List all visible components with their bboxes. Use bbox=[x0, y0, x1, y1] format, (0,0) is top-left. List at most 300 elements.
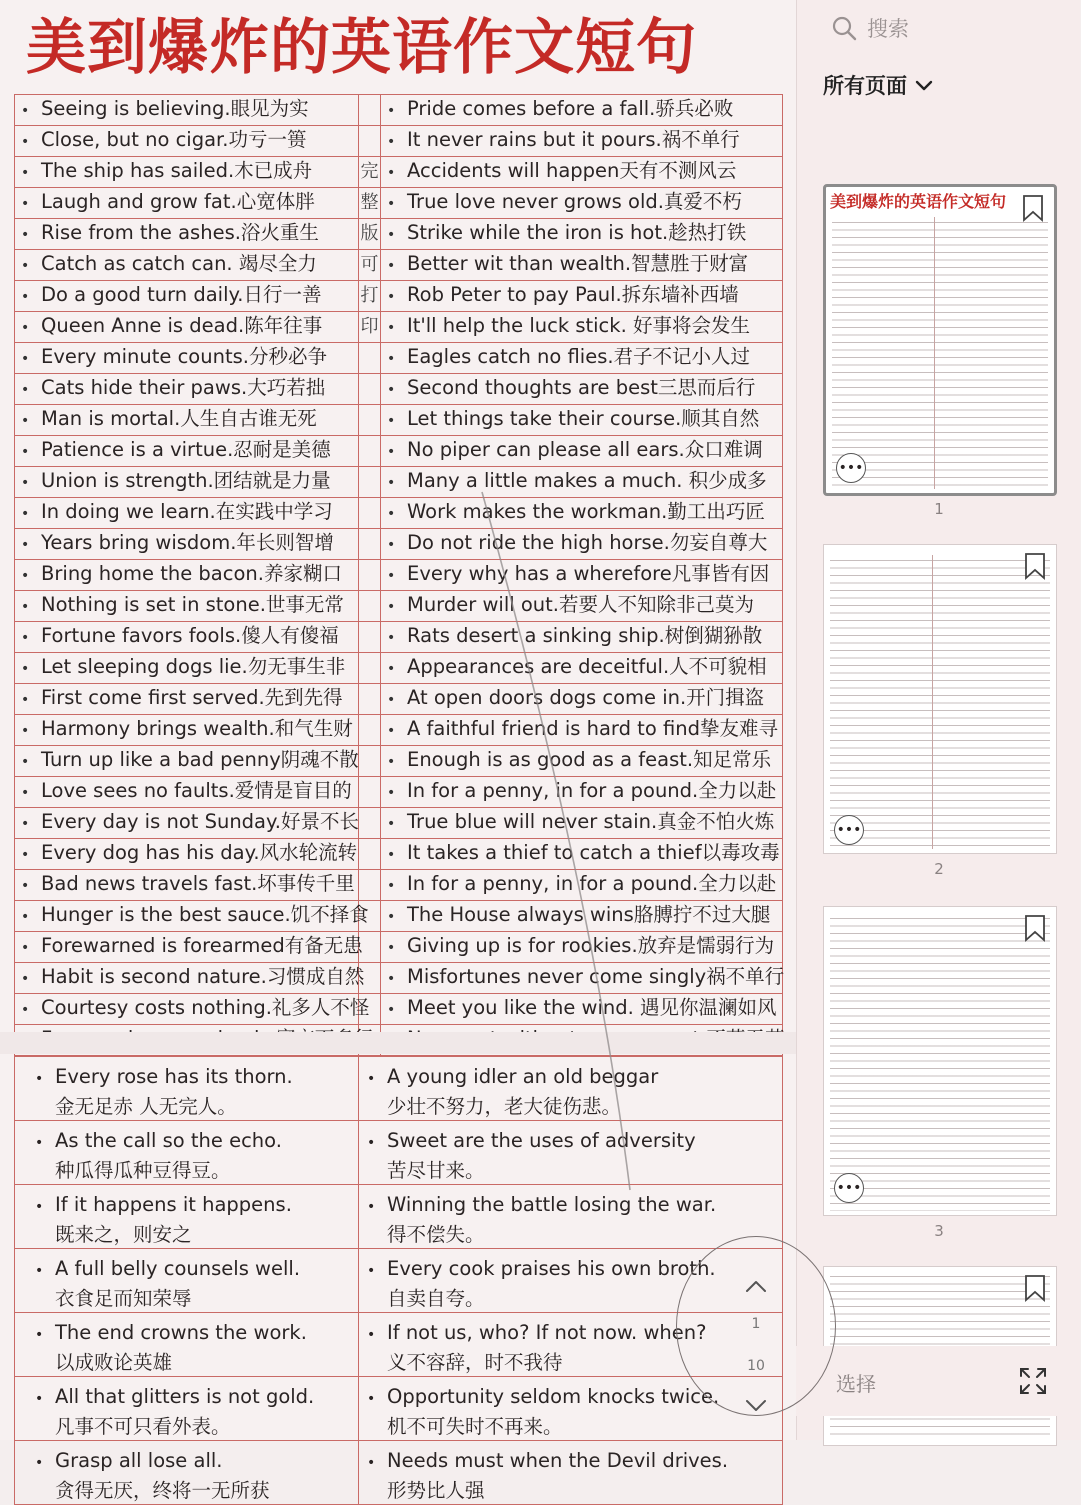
phrase-cell bbox=[381, 839, 783, 870]
side-note-cell: 印 bbox=[359, 312, 381, 343]
phrase-text: Every minute counts.分秒必争 bbox=[41, 345, 327, 368]
chevron-up-icon[interactable] bbox=[744, 1276, 768, 1296]
table-row bbox=[15, 219, 783, 250]
table-row bbox=[15, 684, 783, 715]
side-note-cell bbox=[359, 467, 381, 498]
phrase-cell bbox=[15, 188, 359, 219]
chinese-translation: 少壮不努力，老大徒伤悲。 bbox=[387, 1095, 622, 1118]
bullet: • bbox=[21, 134, 30, 150]
table-row bbox=[15, 963, 783, 994]
phrase-text: In doing we learn.在实践中学习 bbox=[41, 500, 333, 523]
page-number-1: 1 bbox=[934, 500, 944, 518]
side-note-cell bbox=[359, 653, 381, 684]
side-note-cell bbox=[359, 808, 381, 839]
phrase-cell bbox=[15, 312, 359, 343]
bullet: • bbox=[387, 413, 396, 429]
phrase-cell bbox=[381, 498, 783, 529]
phrase-cell bbox=[381, 808, 783, 839]
phrase-text: True blue will never stain.真金不怕火炼 bbox=[407, 810, 775, 833]
english-phrase: • The end crowns the work. bbox=[41, 1319, 358, 1349]
side-note-cell bbox=[359, 343, 381, 374]
bullet: • bbox=[21, 103, 30, 119]
page-thumbnail-3[interactable] bbox=[823, 906, 1057, 1216]
phrase-text: Years bring wisdom.年长则智增 bbox=[41, 531, 334, 554]
phrase-text: Laugh and grow fat.心宽体胖 bbox=[41, 190, 315, 213]
phrase-text: Meet you like the wind. 遇见你温澜如风 bbox=[407, 996, 777, 1019]
phrase-cell bbox=[15, 157, 359, 188]
phrase-text: Let things take their course.顺其自然 bbox=[407, 407, 760, 430]
bullet: • bbox=[387, 258, 396, 274]
phrase-text: A faithful friend is hard to find挚友难寻 bbox=[407, 717, 778, 740]
phrase-table bbox=[14, 94, 783, 1056]
bullet: • bbox=[387, 165, 396, 181]
phrase-cell bbox=[15, 1441, 359, 1505]
phrase-cell bbox=[15, 219, 359, 250]
chevron-down-icon[interactable] bbox=[744, 1396, 768, 1416]
side-note-cell bbox=[359, 746, 381, 777]
phrase-text: Rob Peter to pay Paul.拆东墙补西墙 bbox=[407, 283, 739, 306]
phrase-text: Pride comes before a fall.骄兵必败 bbox=[407, 97, 734, 120]
phrase-text: Harmony brings wealth.和气生财 bbox=[41, 717, 353, 740]
table-row bbox=[15, 746, 783, 777]
chinese-translation: 凡事不可只看外表。 bbox=[55, 1415, 231, 1438]
bookmark-icon[interactable] bbox=[1022, 195, 1044, 221]
english-phrase: • As the call so the echo. bbox=[41, 1127, 358, 1157]
bookmark-icon[interactable] bbox=[1024, 1275, 1046, 1301]
phrase-cell bbox=[381, 374, 783, 405]
bullet: • bbox=[387, 816, 396, 832]
phrase-text: Appearances are deceitful.人不可貌相 bbox=[407, 655, 767, 678]
english-phrase: • Grasp all lose all. bbox=[41, 1447, 358, 1477]
phrase-cell bbox=[15, 560, 359, 591]
phrase-text: Giving up is for rookies.放弃是懦弱行为 bbox=[407, 934, 775, 957]
phrase-cell bbox=[381, 157, 783, 188]
english-phrase: • A young idler an old beggar bbox=[373, 1063, 782, 1093]
phrase-cell bbox=[359, 1057, 783, 1121]
table-row bbox=[15, 560, 783, 591]
table-row bbox=[15, 994, 783, 1025]
side-note-cell bbox=[359, 715, 381, 746]
phrase-text: At open doors dogs come in.开门揖盗 bbox=[407, 686, 765, 709]
bullet: • bbox=[21, 1002, 30, 1018]
phrase-cell bbox=[381, 219, 783, 250]
bullet: • bbox=[387, 1002, 396, 1018]
bullet: • bbox=[21, 754, 30, 770]
bookmark-icon[interactable] bbox=[1024, 915, 1046, 941]
phrase-cell bbox=[381, 312, 783, 343]
english-phrase: • Every rose has its thorn. bbox=[41, 1063, 358, 1093]
bullet: • bbox=[387, 196, 396, 212]
side-note-cell bbox=[359, 591, 381, 622]
phrase-text: Murder will out.若要人不知除非己莫为 bbox=[407, 593, 754, 616]
phrase-text: Do a good turn daily.日行一善 bbox=[41, 283, 322, 306]
phrase-cell bbox=[15, 126, 359, 157]
phrase-text: Turn up like a bad penny阴魂不散 bbox=[41, 748, 359, 771]
phrase-text: Second thoughts are best三思而后行 bbox=[407, 376, 756, 399]
phrase-cell bbox=[381, 591, 783, 622]
phrase-cell bbox=[381, 281, 783, 312]
side-note-cell bbox=[359, 777, 381, 808]
side-note-cell bbox=[359, 374, 381, 405]
bullet: • bbox=[387, 351, 396, 367]
bullet: • bbox=[387, 289, 396, 305]
side-note-cell bbox=[359, 839, 381, 870]
bullet: • bbox=[387, 382, 396, 398]
search-box[interactable] bbox=[831, 12, 909, 44]
thumbnail-title: 美到爆炸的英语作文短句 bbox=[830, 192, 1007, 211]
table-row bbox=[15, 157, 783, 188]
page-sidebar bbox=[796, 0, 1080, 1440]
table-row bbox=[15, 839, 783, 870]
phrase-cell bbox=[15, 963, 365, 994]
bullet: • bbox=[387, 599, 396, 615]
side-note-cell: 完 bbox=[359, 157, 381, 188]
chinese-translation: 苦尽甘来。 bbox=[387, 1159, 485, 1182]
more-icon[interactable]: ••• bbox=[834, 1173, 864, 1203]
phrase-text: Cats hide their paws.大巧若拙 bbox=[41, 376, 326, 399]
phrase-cell bbox=[359, 1185, 783, 1249]
page-divider bbox=[0, 1032, 796, 1054]
side-note-cell: 可 bbox=[359, 250, 381, 281]
sidebar-bottom-bar bbox=[796, 1346, 1080, 1416]
table-row bbox=[15, 591, 783, 622]
phrase-cell bbox=[15, 467, 359, 498]
phrase-cell bbox=[15, 95, 359, 126]
chinese-translation: 种瓜得瓜种豆得豆。 bbox=[55, 1159, 231, 1182]
bullet: • bbox=[387, 878, 396, 894]
phrase-text: Enough is as good as a feast.知足常乐 bbox=[407, 748, 772, 771]
phrase-text: Bring home the bacon.养家糊口 bbox=[41, 562, 342, 585]
phrase-cell bbox=[15, 436, 359, 467]
phrase-text: Do not ride the high horse.勿妄自尊大 bbox=[407, 531, 768, 554]
phrase-text: Bad news travels fast.坏事传千里 bbox=[41, 872, 355, 895]
bullet: • bbox=[21, 165, 30, 181]
phrase-cell bbox=[15, 994, 370, 1025]
phrase-text: Queen Anne is dead.陈年往事 bbox=[41, 314, 323, 337]
english-phrase: • If it happens it happens. bbox=[41, 1191, 358, 1221]
thumbnail-content bbox=[830, 913, 1050, 1211]
bullet: • bbox=[387, 723, 396, 739]
bullet: • bbox=[387, 630, 396, 646]
phrase-text: Hunger is the best sauce.饥不择食 bbox=[41, 903, 369, 926]
table-row bbox=[15, 436, 783, 467]
phrase-cell bbox=[15, 622, 359, 653]
bullet: • bbox=[387, 785, 396, 801]
bullet: • bbox=[21, 816, 30, 832]
phrase-text: Fortune favors fools.傻人有傻福 bbox=[41, 624, 339, 647]
phrase-cell bbox=[15, 498, 359, 529]
phrase-cell bbox=[381, 963, 783, 994]
chinese-translation: 义不容辞，时不我待 bbox=[387, 1351, 563, 1374]
bullet: • bbox=[21, 599, 30, 615]
table-row bbox=[15, 1121, 783, 1185]
phrase-cell bbox=[381, 95, 783, 126]
phrase-text: Better wit than wealth.智慧胜于财富 bbox=[407, 252, 749, 275]
phrase-cell bbox=[15, 1057, 359, 1121]
bullet: • bbox=[21, 847, 30, 863]
phrase-cell bbox=[359, 1441, 783, 1505]
phrase-text: The House always wins胳膊拧不过大腿 bbox=[407, 903, 771, 926]
english-phrase: • Opportunity seldom knocks twice. bbox=[373, 1383, 782, 1413]
phrase-text: Man is mortal.人生自古谁无死 bbox=[41, 407, 317, 430]
bullet: • bbox=[387, 506, 396, 522]
bullet: • bbox=[21, 475, 30, 491]
phrase-cell bbox=[359, 1121, 783, 1185]
table-row bbox=[15, 529, 783, 560]
table-row bbox=[15, 1057, 783, 1121]
table-row bbox=[15, 1249, 783, 1313]
phrase-text: Every day is not Sunday.好景不长 bbox=[41, 810, 359, 833]
bullet: • bbox=[387, 661, 396, 677]
bullet: • bbox=[387, 568, 396, 584]
phrase-cell bbox=[15, 653, 359, 684]
bullet: • bbox=[387, 909, 396, 925]
table-row bbox=[15, 126, 783, 157]
side-note-cell bbox=[359, 436, 381, 467]
english-phrase: • A full belly counsels well. bbox=[41, 1255, 358, 1285]
bullet: • bbox=[21, 661, 30, 677]
side-note-cell bbox=[359, 870, 381, 901]
side-note-cell bbox=[359, 560, 381, 591]
phrase-cell bbox=[15, 1377, 359, 1441]
side-note-cell bbox=[359, 684, 381, 715]
page-thumbnail-2[interactable] bbox=[823, 544, 1057, 854]
chinese-translation: 机不可失时不再来。 bbox=[387, 1415, 563, 1438]
bullet: • bbox=[387, 103, 396, 119]
side-note-cell bbox=[359, 498, 381, 529]
english-phrase: • All that glitters is not gold. bbox=[41, 1383, 358, 1413]
english-phrase: • Every cook praises his own broth. bbox=[373, 1255, 782, 1285]
bullet: • bbox=[21, 227, 30, 243]
table-row bbox=[15, 808, 783, 839]
phrase-text: It takes a thief to catch a thief以毒攻毒 bbox=[407, 841, 780, 864]
phrase-cell bbox=[381, 343, 783, 374]
phrase-cell bbox=[381, 932, 783, 963]
table-row bbox=[15, 715, 783, 746]
phrase-cell bbox=[381, 250, 783, 281]
bullet: • bbox=[21, 568, 30, 584]
phrase-cell bbox=[381, 901, 783, 932]
phrase-cell bbox=[381, 870, 783, 901]
bullet: • bbox=[387, 444, 396, 460]
table-row bbox=[15, 250, 783, 281]
phrase-cell bbox=[15, 839, 359, 870]
bullet: • bbox=[21, 258, 30, 274]
phrase-cell bbox=[381, 653, 783, 684]
english-phrase: • Needs must when the Devil drives. bbox=[373, 1447, 782, 1477]
phrase-text: Rise from the ashes.浴火重生 bbox=[41, 221, 319, 244]
side-note-cell: 版 bbox=[359, 219, 381, 250]
phrase-cell bbox=[15, 405, 359, 436]
phrase-text: It never rains but it pours.祸不单行 bbox=[407, 128, 740, 151]
expand-icon[interactable] bbox=[1018, 1366, 1048, 1396]
phrase-cell bbox=[15, 870, 359, 901]
phrase-cell bbox=[15, 746, 359, 777]
bookmark-icon[interactable] bbox=[1024, 553, 1046, 579]
phrase-cell bbox=[381, 622, 783, 653]
bullet: • bbox=[21, 382, 30, 398]
bullet: • bbox=[387, 320, 396, 336]
chinese-translation: 贪得无厌，终将一无所获 bbox=[55, 1479, 270, 1502]
chinese-translation: 形势比人强 bbox=[387, 1479, 485, 1502]
select-button[interactable]: 选择 bbox=[836, 1372, 876, 1396]
bullet: • bbox=[21, 537, 30, 553]
bullet: • bbox=[387, 134, 396, 150]
search-icon bbox=[831, 15, 857, 41]
phrase-cell bbox=[15, 901, 369, 932]
phrase-cell bbox=[381, 436, 783, 467]
phrase-cell bbox=[15, 250, 359, 281]
phrase-cell bbox=[15, 715, 359, 746]
current-page: 1 bbox=[751, 1316, 761, 1332]
phrase-text: In for a penny, in for a pound.全力以赴 bbox=[407, 779, 777, 802]
table-row bbox=[15, 498, 783, 529]
bullet: • bbox=[387, 475, 396, 491]
phrase-cell bbox=[15, 1121, 359, 1185]
phrase-cell bbox=[381, 777, 783, 808]
bullet: • bbox=[387, 971, 396, 987]
bullet: • bbox=[21, 196, 30, 212]
phrase-text: In for a penny, in for a pound.全力以赴 bbox=[407, 872, 777, 895]
phrase-cell bbox=[15, 343, 359, 374]
bullet: • bbox=[21, 940, 30, 956]
phrase-cell bbox=[15, 1313, 359, 1377]
phrase-text: Union is strength.团结就是力量 bbox=[41, 469, 331, 492]
total-pages: 10 bbox=[747, 1358, 765, 1374]
english-phrase: • If not us, who? If not now. when? bbox=[373, 1319, 782, 1349]
phrase-text: Courtesy costs nothing.礼多人不怪 bbox=[41, 996, 370, 1019]
english-phrase: • Sweet are the uses of adversity bbox=[373, 1127, 782, 1157]
phrase-text: Close, but no cigar.功亏一篑 bbox=[41, 128, 307, 151]
pages-filter-dropdown[interactable] bbox=[823, 70, 935, 100]
phrase-cell bbox=[15, 808, 359, 839]
phrase-cell bbox=[381, 684, 783, 715]
table-row bbox=[15, 188, 783, 219]
phrase-text: Eagles catch no flies.君子不记小人过 bbox=[407, 345, 751, 368]
more-icon[interactable]: ••• bbox=[834, 815, 864, 845]
page-thumbnail-1[interactable] bbox=[823, 184, 1057, 496]
phrase-cell bbox=[15, 932, 363, 963]
side-note-cell bbox=[359, 622, 381, 653]
english-phrase: • Winning the battle losing the war. bbox=[373, 1191, 782, 1221]
chinese-translation: 得不偿失。 bbox=[387, 1223, 485, 1246]
phrase-cell bbox=[381, 405, 783, 436]
phrase-text: Strike while the iron is hot.趁热打铁 bbox=[407, 221, 747, 244]
side-note-cell bbox=[359, 529, 381, 560]
phrase-text: Work makes the workman.勤工出巧匠 bbox=[407, 500, 765, 523]
bullet: • bbox=[21, 289, 30, 305]
bullet: • bbox=[21, 878, 30, 894]
page-number-2: 2 bbox=[934, 860, 944, 878]
phrase-text: Forewarned is forearmed有备无患 bbox=[41, 934, 363, 957]
phrase-cell bbox=[381, 994, 783, 1025]
thumbnail-content bbox=[830, 555, 1050, 849]
phrase-table-2 bbox=[14, 1056, 783, 1505]
thumbnail-column-rule bbox=[932, 555, 933, 849]
bullet: • bbox=[21, 630, 30, 646]
page-title: 美到爆炸的英语作文短句 bbox=[26, 13, 697, 83]
pages-filter-label: 所有页面 bbox=[823, 74, 907, 98]
table-row bbox=[15, 1185, 783, 1249]
phrase-cell bbox=[15, 777, 359, 808]
side-note-cell: 整 bbox=[359, 188, 381, 219]
search-placeholder: 搜索 bbox=[867, 17, 909, 41]
bullet: • bbox=[21, 723, 30, 739]
table-row bbox=[15, 932, 783, 963]
table-row bbox=[15, 95, 783, 126]
phrase-cell bbox=[15, 684, 359, 715]
bullet: • bbox=[387, 227, 396, 243]
side-note-cell bbox=[359, 95, 381, 126]
thumbnail-content bbox=[832, 217, 1048, 489]
table-row bbox=[15, 870, 783, 901]
bullet: • bbox=[21, 971, 30, 987]
bullet: • bbox=[21, 351, 30, 367]
more-icon[interactable]: ••• bbox=[836, 453, 866, 483]
phrase-cell bbox=[15, 281, 359, 312]
phrase-text: Habit is second nature.习惯成自然 bbox=[41, 965, 365, 988]
phrase-text: Let sleeping dogs lie.勿无事生非 bbox=[41, 655, 346, 678]
phrase-text: Rats desert a sinking ship.树倒猢狲散 bbox=[407, 624, 763, 647]
phrase-cell bbox=[381, 746, 783, 777]
phrase-cell bbox=[381, 529, 783, 560]
phrase-text: Many a little makes a much. 积少成多 bbox=[407, 469, 767, 492]
phrase-text: Patience is a virtue.忍耐是美德 bbox=[41, 438, 331, 461]
side-note-cell bbox=[359, 126, 381, 157]
chinese-translation: 以成败论英雄 bbox=[55, 1351, 173, 1374]
side-note-cell: 打 bbox=[359, 281, 381, 312]
phrase-text: Every why has a wherefore凡事皆有因 bbox=[407, 562, 770, 585]
table-row bbox=[15, 374, 783, 405]
phrase-cell bbox=[381, 188, 783, 219]
phrase-text: Catch as catch can. 竭尽全力 bbox=[41, 252, 317, 275]
page-navigator[interactable] bbox=[732, 1262, 780, 1442]
phrase-text: First come first served.先到先得 bbox=[41, 686, 343, 709]
phrase-cell bbox=[15, 529, 359, 560]
bullet: • bbox=[21, 785, 30, 801]
bullet: • bbox=[387, 940, 396, 956]
table-row bbox=[15, 777, 783, 808]
phrase-text: The ship has sailed.木已成舟 bbox=[41, 159, 313, 182]
bullet: • bbox=[387, 692, 396, 708]
phrase-cell bbox=[15, 1185, 359, 1249]
phrase-cell bbox=[15, 374, 359, 405]
thumbnail-column-rule bbox=[934, 217, 935, 489]
chinese-translation: 自卖自夸。 bbox=[387, 1287, 485, 1310]
phrase-text: Nothing is set in stone.世事无常 bbox=[41, 593, 344, 616]
phrase-text: No piper can please all ears.众口难调 bbox=[407, 438, 763, 461]
phrase-text: Accidents will happen天有不测风云 bbox=[407, 159, 737, 182]
bullet: • bbox=[387, 847, 396, 863]
phrase-cell bbox=[381, 467, 783, 498]
table-row bbox=[15, 1313, 783, 1377]
phrase-text: Misfortunes never come singly祸不单行 bbox=[407, 965, 785, 988]
chinese-translation: 金无足赤 人无完人。 bbox=[55, 1095, 237, 1118]
table-row bbox=[15, 467, 783, 498]
phrase-text: Love sees no faults.爱情是盲目的 bbox=[41, 779, 352, 802]
side-note-cell bbox=[359, 405, 381, 436]
page-number-3: 3 bbox=[934, 1222, 944, 1240]
table-row bbox=[15, 312, 783, 343]
chinese-translation: 衣食足而知荣辱 bbox=[55, 1287, 192, 1310]
phrase-text: True love never grows old.真爱不朽 bbox=[407, 190, 742, 213]
bullet: • bbox=[21, 444, 30, 460]
chinese-translation: 既来之，则安之 bbox=[55, 1223, 192, 1246]
table-row bbox=[15, 405, 783, 436]
phrase-text: It'll help the luck stick. 好事将会发生 bbox=[407, 314, 750, 337]
bullet: • bbox=[387, 537, 396, 553]
bullet: • bbox=[21, 692, 30, 708]
